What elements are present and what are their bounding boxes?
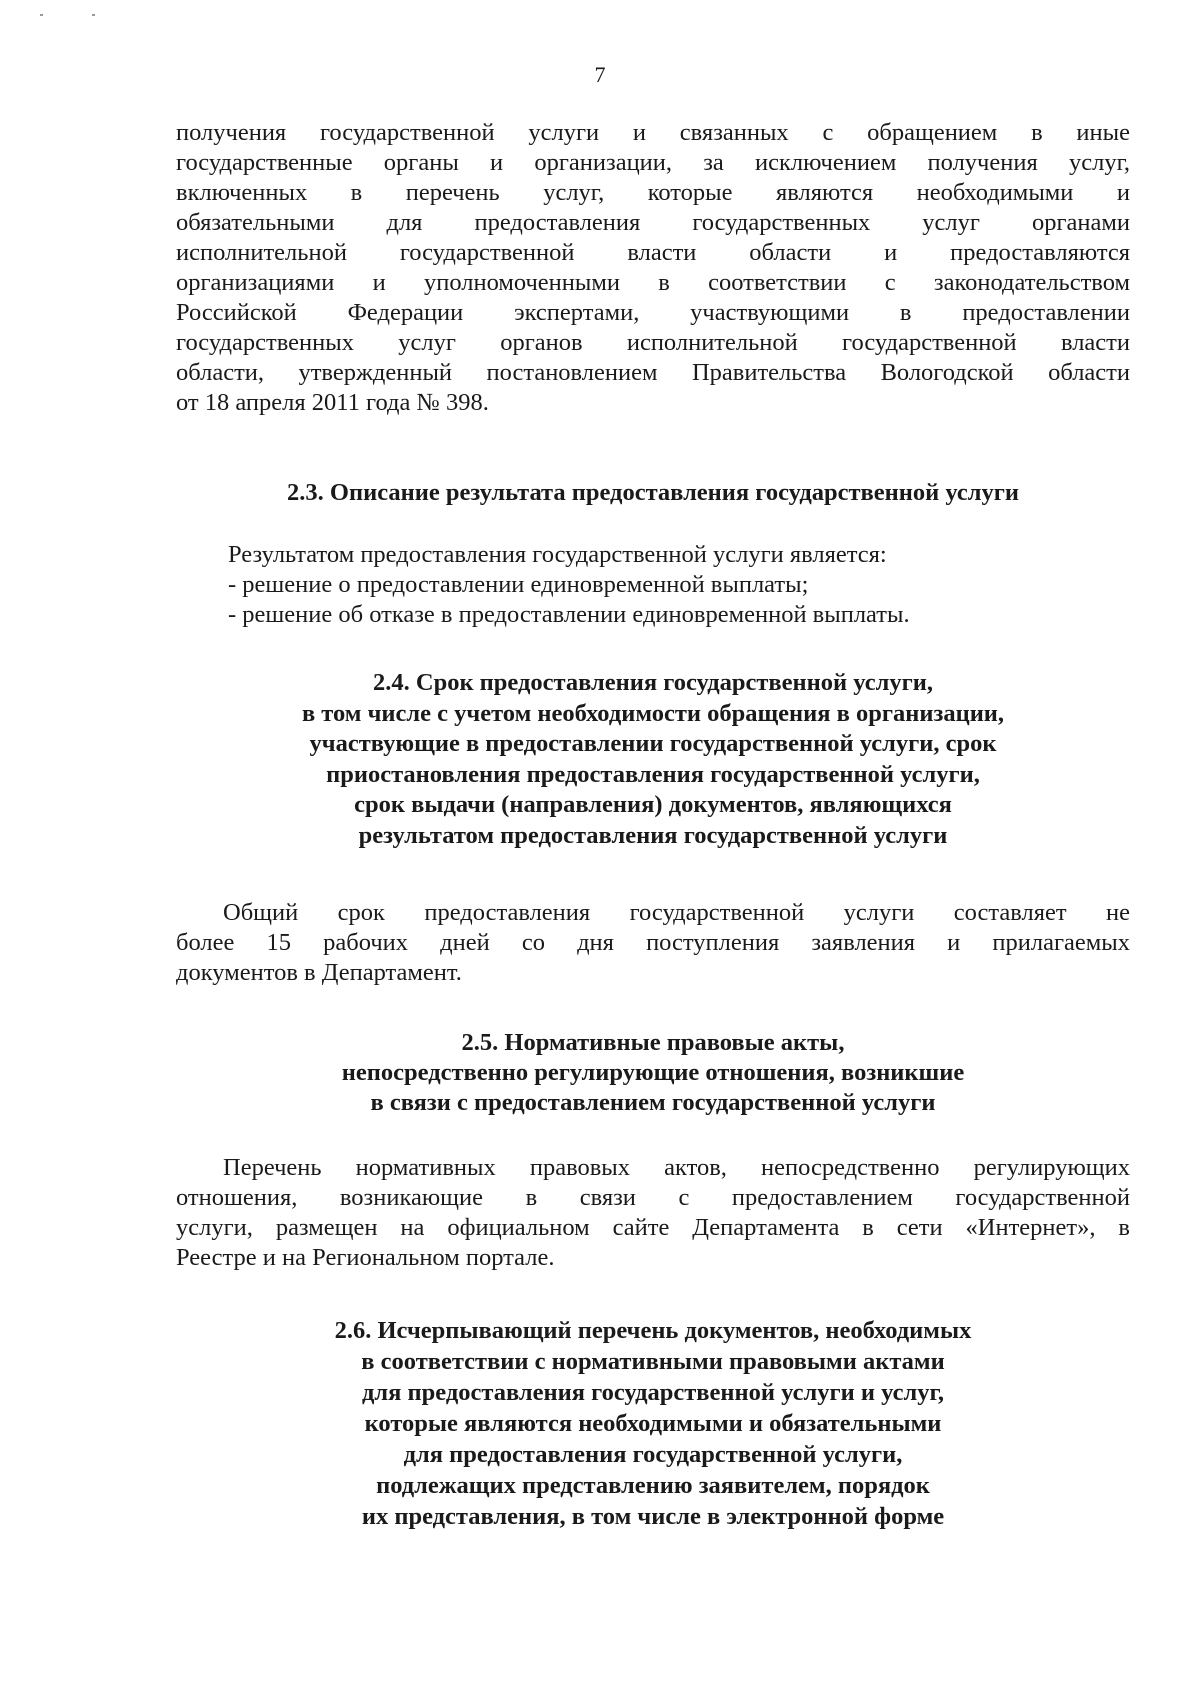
scan-artifact xyxy=(92,14,95,16)
list-item: - решение об отказе в предоставлении единовременной выплаты. xyxy=(228,601,910,628)
text-line: отношения, возникающие в связи с предоставлением государственной xyxy=(176,1184,1130,1211)
section-heading xyxy=(176,1315,1130,1532)
page-number: 7 xyxy=(594,62,606,87)
section-heading xyxy=(176,478,1130,508)
heading-line: участвующие в предоставлении государственной услуги, срок xyxy=(309,730,997,757)
text-line: более 15 рабочих дней со дня поступления заявления и прилагаемых xyxy=(176,929,1130,956)
text-line: исполнительной государственной власти области и предоставляются xyxy=(176,239,1130,266)
list-item: - решение о предоставлении единовременной выплаты; xyxy=(228,571,809,598)
heading-line: для предоставления государственной услуги и услуг, xyxy=(362,1379,944,1406)
heading-line: в связи с предоставлением государственной услуги xyxy=(370,1089,936,1116)
text-line: организациями и уполномоченными в соответствии с законодательством xyxy=(176,269,1130,296)
text-line: Перечень нормативных правовых актов, непосредственно регулирующих xyxy=(223,1154,1130,1181)
text-line: государственные органы и организации, за исключением получения услуг, xyxy=(176,149,1130,176)
heading-line: результатом предоставления государственной услуги xyxy=(358,821,948,849)
text-line: включенных в перечень услуг, которые являются необходимыми и xyxy=(176,179,1130,206)
heading-line: в том числе с учетом необходимости обращения в организации, xyxy=(301,699,1005,727)
text-line: области, утвержденный постановлением Правительства Вологодской области xyxy=(176,359,1130,386)
section-2-3 xyxy=(176,478,1130,508)
heading-line: срок выдачи (направления) документов, являющихся xyxy=(354,791,952,818)
section-heading xyxy=(176,1028,1130,1118)
heading-line: непосредственно регулирующие отношения, возникшие xyxy=(341,1059,965,1086)
text-line: Реестре и на Региональном портале. xyxy=(176,1244,555,1271)
text-line: государственных услуг органов исполнительной государственной власти xyxy=(176,329,1130,356)
section-2-4 xyxy=(176,668,1130,851)
text-line: получения государственной услуги и связанных с обращением в иные xyxy=(176,119,1130,146)
text-line: от 18 апреля 2011 года № 398. xyxy=(176,389,489,416)
section-heading xyxy=(176,668,1130,851)
text-line: Результатом предоставления государственной услуги является: xyxy=(228,541,887,568)
heading-line: приостановления предоставления государственной услуги, xyxy=(326,760,980,788)
heading-line: подлежащих представлению заявителем, порядок xyxy=(376,1472,930,1499)
text-line: документов в Департамент. xyxy=(176,959,462,986)
scan-artifact xyxy=(40,14,43,16)
heading-line: 2.6. Исчерпывающий перечень документов, необходимых xyxy=(334,1317,972,1344)
section-2-6 xyxy=(176,1315,1130,1532)
section-2-5-body xyxy=(176,1153,1130,1273)
heading-line: в соответствии с нормативными правовыми актами xyxy=(361,1348,945,1375)
heading-line: 2.4. Срок предоставления государственной услуги, xyxy=(373,669,933,696)
text-line: обязательными для предоставления государственных услуг органами xyxy=(176,209,1130,236)
section-2-4-body xyxy=(176,898,1130,988)
section-2-5 xyxy=(176,1028,1130,1118)
heading-line: 2.3. Описание результата предоставления государственной услуги xyxy=(287,479,1019,506)
text-line: Российской Федерации экспертами, участвующими в предоставлении xyxy=(176,299,1130,326)
heading-line: 2.5. Нормативные правовые акты, xyxy=(461,1029,845,1056)
text-line: Общий срок предоставления государственной услуги составляет не xyxy=(223,899,1130,926)
heading-line: для предоставления государственной услуги, xyxy=(403,1441,903,1468)
heading-line: их представления, в том числе в электронной форме xyxy=(361,1503,945,1530)
section-2-3-body xyxy=(228,540,1108,630)
heading-line: которые являются необходимыми и обязательными xyxy=(364,1410,942,1437)
intro-paragraph xyxy=(176,118,1130,418)
text-line: услуги, размещен на официальном сайте Департамента в сети «Интернет», в xyxy=(176,1214,1130,1241)
